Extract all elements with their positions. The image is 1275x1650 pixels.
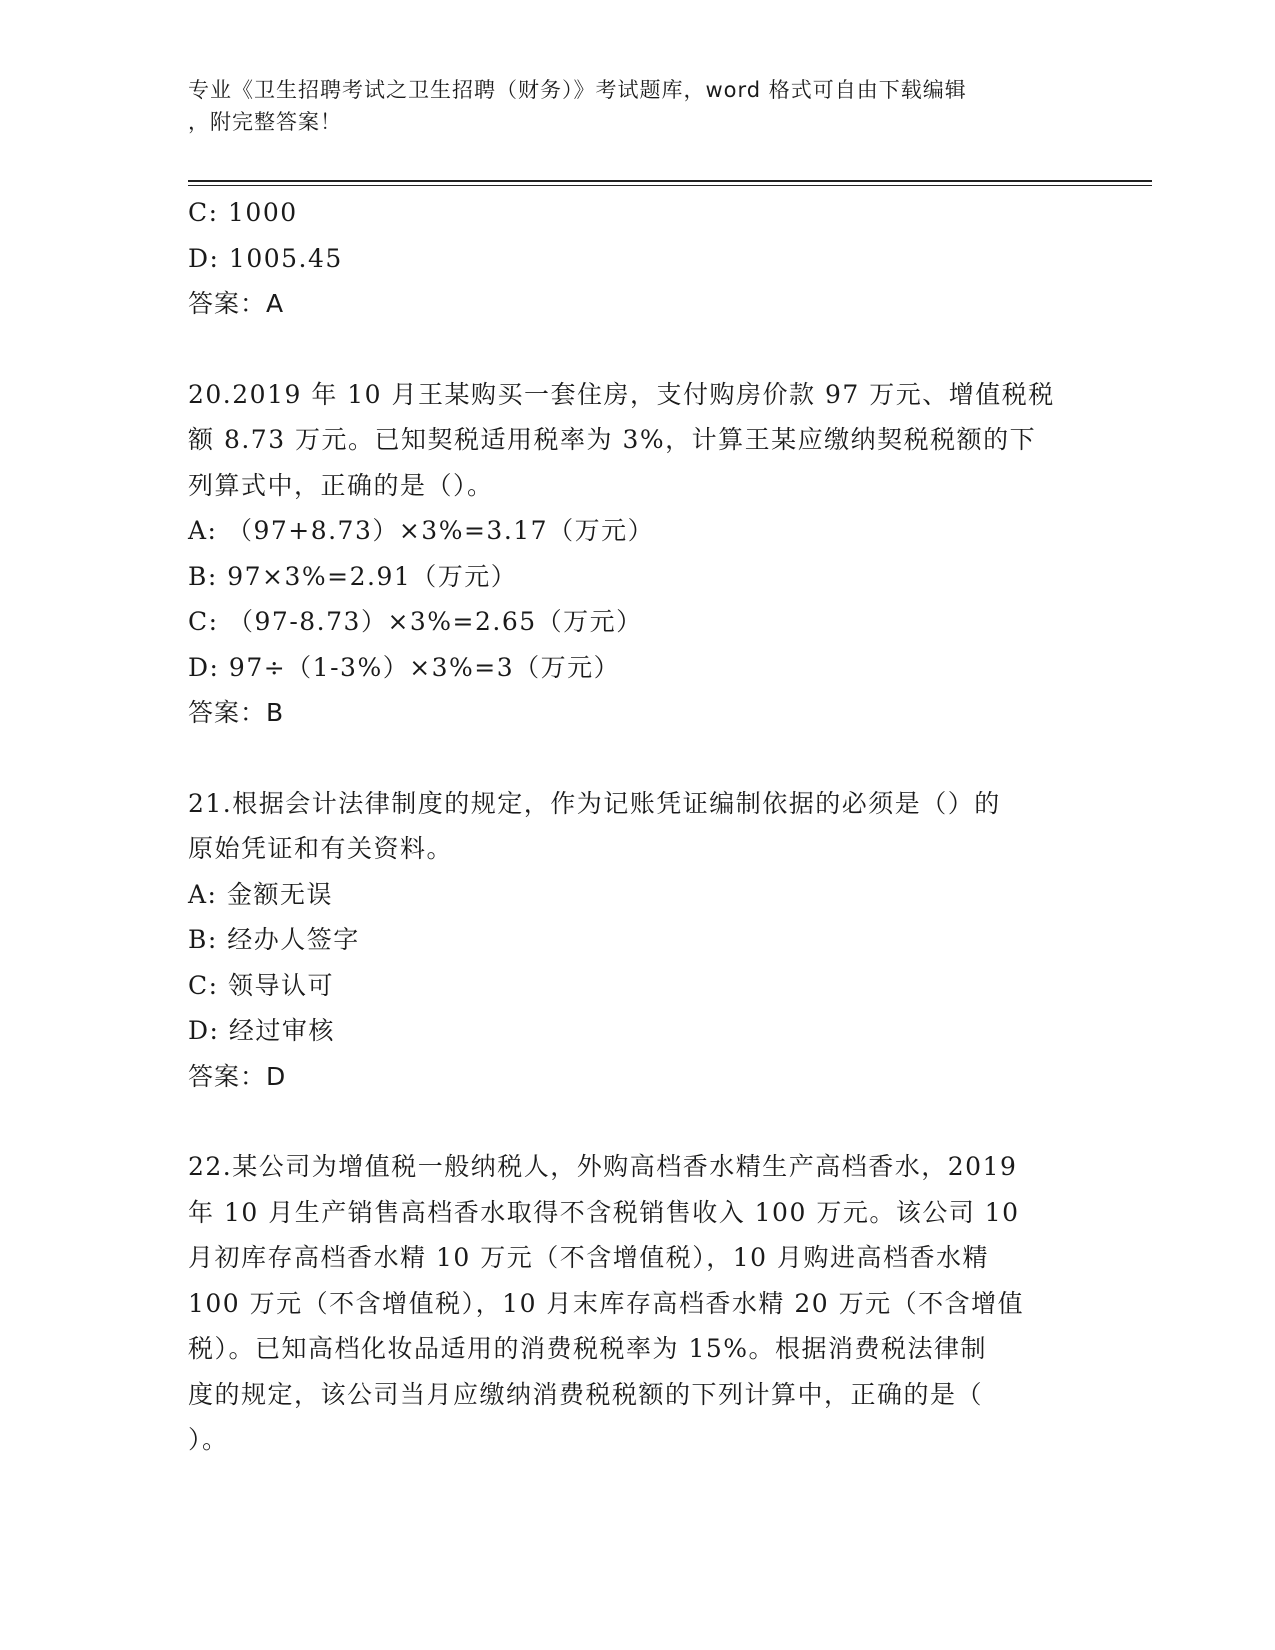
option-c: C: 1000	[188, 198, 298, 227]
question-stem-line: 额 8.73 万元。已知契税适用税率为 3%，计算王某应缴纳契税税额的下	[188, 425, 1037, 454]
answer-line: 答案：B	[188, 698, 285, 727]
option-d: D: 97÷（1-3%）×3%=3（万元）	[188, 652, 621, 682]
option-d: D: 经过审核	[188, 1016, 335, 1045]
header-divider-thick	[188, 180, 1152, 182]
option-d: D: 1005.45	[188, 243, 343, 273]
option-a: A: （97+8.73）×3%=3.17（万元）	[188, 516, 655, 545]
question-22	[188, 1144, 1088, 1463]
answer-line: 答案：A	[188, 289, 285, 318]
option-c: C: （97-8.73）×3%=2.65（万元）	[188, 607, 643, 636]
option-b: B: 97×3%=2.91（万元）	[188, 561, 518, 591]
question-stem-line: 100 万元（不含增值税），10 月末库存高档香水精 20 万元（不含增值	[188, 1288, 1025, 1318]
option-b: B: 经办人签字	[188, 925, 360, 954]
document-header	[188, 74, 1068, 138]
question-stem-line: 年 10 月生产销售高档香水取得不含税销售收入 100 万元。该公司 10	[188, 1197, 1020, 1227]
question-stem-line: ）。	[188, 1425, 229, 1454]
answer-line: 答案：D	[188, 1061, 287, 1091]
header-divider-thin	[188, 185, 1152, 186]
question-stem-line: 列算式中，正确的是（）。	[188, 470, 494, 500]
question-stem-line: 度的规定，该公司当月应缴纳消费税税额的下列计算中，正确的是（	[188, 1379, 984, 1409]
question-stem-line: 税）。已知高档化妆品适用的消费税税率为 15%。根据消费税法律制	[188, 1334, 988, 1363]
prev-question	[188, 190, 1088, 327]
header-line-2: ，附完整答案！	[188, 110, 342, 134]
question-stem-line: 22.某公司为增值税一般纳税人，外购高档香水精生产高档香水，2019	[188, 1152, 1018, 1181]
question-list	[188, 190, 1088, 1463]
question-stem-line: 21.根据会计法律制度的规定，作为记账凭证编制依据的必须是（）的	[188, 788, 1001, 818]
question-21	[188, 781, 1088, 1100]
question-stem-line: 20.2019 年 10 月王某购买一套住房，支付购房价款 97 万元、增值税税	[188, 379, 1055, 409]
question-stem-line: 月初库存高档香水精 10 万元（不含增值税），10 月购进高档香水精	[188, 1243, 989, 1272]
question-stem-line: 原始凭证和有关资料。	[188, 834, 454, 863]
header-line-1: 专业《卫生招聘考试之卫生招聘（财务）》考试题库，word 格式可自由下载编辑	[188, 78, 967, 102]
question-20	[188, 372, 1088, 736]
option-a: A: 金额无误	[188, 879, 333, 909]
option-c: C: 领导认可	[188, 970, 335, 1000]
